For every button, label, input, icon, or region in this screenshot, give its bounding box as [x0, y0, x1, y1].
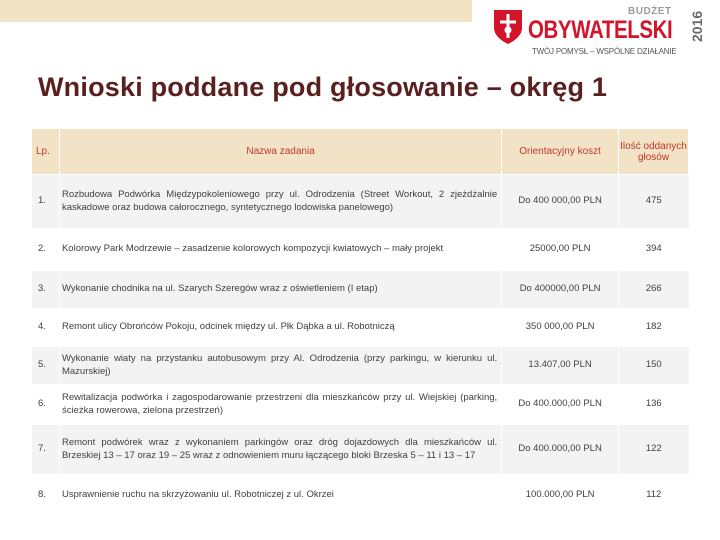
table-row: [32, 175, 689, 229]
row-name: Rozbudowa Podwórka Międzypokoleniowego przy ul. Odrodzenia (Street Workout, 2 zjeżdżalnie kaskadowe oraz budowa całorocznego, syntetycznego lodowiska panelowego): [59, 175, 501, 229]
row-lp: 6.: [32, 385, 60, 425]
header-name: Nazwa zadania: [59, 129, 501, 175]
row-votes: 122: [619, 425, 689, 475]
header-lp: Lp.: [32, 129, 60, 175]
table-row: [32, 385, 689, 425]
header-cost: Orientacyjny koszt: [502, 129, 619, 175]
row-name: Remont podwórek wraz z wykonaniem parkingów oraz dróg dojazdowych dla mieszkańców ul. Brzeskiej 13 – 17 oraz 19 – 25 wraz z odnowieniem muru łączącego bloki Brzeska 5 – 11 i 13 – 17: [59, 425, 501, 475]
row-votes: 112: [619, 475, 689, 517]
table-row: [32, 271, 689, 309]
row-lp: 7.: [32, 425, 60, 475]
row-name: Kolorowy Park Modrzewie – zasadzenie kolorowych kompozycji kwiatowych – mały projekt: [59, 229, 501, 271]
row-cost: 100.000,00 PLN: [502, 475, 619, 517]
row-lp: 3.: [32, 271, 60, 309]
row-name: Remont ulicy Obrońców Pokoju, odcinek między ul. Płk Dąbka a ul. Robotniczą: [59, 309, 501, 347]
proposals-table: [31, 128, 689, 517]
logo-tagline: TWÓJ POMYSŁ – WSPÓLNE DZIAŁANIE: [532, 47, 677, 56]
row-cost: 25000,00 PLN: [502, 229, 619, 271]
top-decorative-band: [0, 0, 472, 22]
row-votes: 150: [619, 347, 689, 385]
header-votes: Ilość oddanych głosów: [619, 129, 689, 175]
row-cost: Do 400 000,00 PLN: [502, 175, 619, 229]
row-votes: 136: [619, 385, 689, 425]
table-header-row: [32, 129, 689, 175]
row-name: Wykonanie chodnika na ul. Szarych Szeregów wraz z oświetleniem (I etap): [59, 271, 501, 309]
row-lp: 2.: [32, 229, 60, 271]
row-name: Usprawnienie ruchu na skrzyżowaniu ul. Robotniczej z ul. Okrzei: [59, 475, 501, 517]
row-lp: 5.: [32, 347, 60, 385]
row-cost: Do 400.000,00 PLN: [502, 385, 619, 425]
page-title: Wnioski poddane pod głosowanie – okręg 1: [38, 72, 608, 102]
row-lp: 8.: [32, 475, 60, 517]
row-lp: 4.: [32, 309, 60, 347]
row-votes: 266: [619, 271, 689, 309]
table-row: [32, 309, 689, 347]
row-name: Wykonanie wiaty na przystanku autobusowym przy Al. Odrodzenia (przy parkingu, w kierunku ul. Mazurskiej): [59, 347, 501, 385]
table-row: [32, 347, 689, 385]
row-cost: 350 000,00 PLN: [502, 309, 619, 347]
logo-year-text: 2016: [689, 10, 705, 42]
row-cost: Do 400000,00 PLN: [502, 271, 619, 309]
logo-budzet-text: BUDŻET: [628, 6, 672, 17]
table-row: [32, 475, 689, 517]
row-name: Rewitalizacja podwórka i zagospodarowanie przestrzeni dla mieszkańców przy ul. Wiejskiej (parking, ścieżka rowerowa, zielona przestrzeń): [59, 385, 501, 425]
row-cost: Do 400.000,00 PLN: [502, 425, 619, 475]
row-lp: 1.: [32, 175, 60, 229]
city-crest-icon: [492, 8, 524, 46]
row-votes: 475: [619, 175, 689, 229]
budzet-obywatelski-logo: [492, 2, 718, 56]
table-row: [32, 425, 689, 475]
logo-title-text: OBYWATELSKI: [528, 16, 673, 44]
row-votes: 394: [619, 229, 689, 271]
table-row: [32, 229, 689, 271]
row-cost: 13.407,00 PLN: [502, 347, 619, 385]
row-votes: 182: [619, 309, 689, 347]
